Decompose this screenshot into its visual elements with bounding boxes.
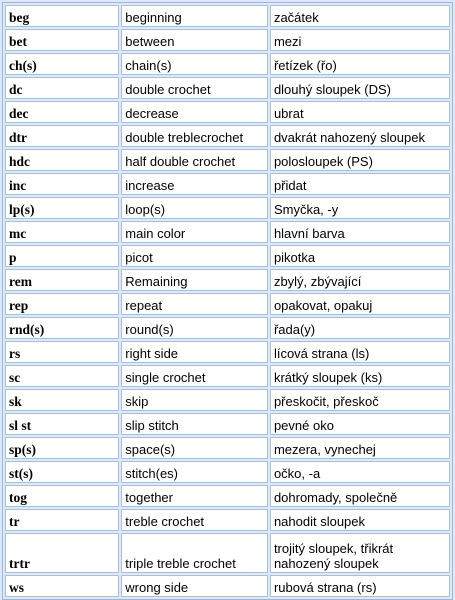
czech-term-cell: dohromady, společně — [270, 485, 450, 507]
english-term-cell: half double crochet — [121, 149, 268, 171]
abbreviation-cell: rep — [5, 293, 119, 315]
czech-term-cell: rubová strana (rs) — [270, 575, 450, 597]
czech-term-cell: pevné oko — [270, 413, 450, 435]
table-row — [5, 101, 450, 123]
table-row — [5, 437, 450, 459]
english-term-cell: main color — [121, 221, 268, 243]
table-row — [5, 149, 450, 171]
english-term-cell: right side — [121, 341, 268, 363]
english-term-cell: between — [121, 29, 268, 51]
abbreviation-cell: st(s) — [5, 461, 119, 483]
english-term-cell: triple treble crochet — [121, 533, 268, 573]
czech-term-cell: dvakrát nahozený sloupek — [270, 125, 450, 147]
table-row — [5, 293, 450, 315]
table-row — [5, 575, 450, 597]
table-row — [5, 245, 450, 267]
czech-term-cell: trojitý sloupek, třikrát nahozený sloupek — [270, 533, 450, 573]
abbreviation-cell: trtr — [5, 533, 119, 573]
english-term-cell: picot — [121, 245, 268, 267]
abbreviation-cell: sp(s) — [5, 437, 119, 459]
abbreviation-cell: dtr — [5, 125, 119, 147]
abbreviation-cell: dc — [5, 77, 119, 99]
english-term-cell: chain(s) — [121, 53, 268, 75]
english-term-cell: double treblecrochet — [121, 125, 268, 147]
english-term-cell: skip — [121, 389, 268, 411]
abbreviation-cell: inc — [5, 173, 119, 195]
czech-term-cell: polosloupek (PS) — [270, 149, 450, 171]
table-row — [5, 461, 450, 483]
table-row — [5, 77, 450, 99]
czech-term-cell: pikotka — [270, 245, 450, 267]
crochet-abbreviations-table — [2, 2, 453, 600]
czech-term-cell: začátek — [270, 5, 450, 27]
english-term-cell: treble crochet — [121, 509, 268, 531]
english-term-cell: wrong side — [121, 575, 268, 597]
table-row — [5, 389, 450, 411]
english-term-cell: round(s) — [121, 317, 268, 339]
english-term-cell: beginning — [121, 5, 268, 27]
abbreviation-cell: bet — [5, 29, 119, 51]
czech-term-cell: krátký sloupek (ks) — [270, 365, 450, 387]
table-row — [5, 485, 450, 507]
abbreviation-cell: sc — [5, 365, 119, 387]
abbreviation-cell: tog — [5, 485, 119, 507]
czech-term-cell: přeskočit, přeskoč — [270, 389, 450, 411]
abbreviation-cell: mc — [5, 221, 119, 243]
english-term-cell: slip stitch — [121, 413, 268, 435]
english-term-cell: increase — [121, 173, 268, 195]
czech-term-cell: mezera, vynechej — [270, 437, 450, 459]
english-term-cell: loop(s) — [121, 197, 268, 219]
table-row — [5, 365, 450, 387]
abbreviation-cell: lp(s) — [5, 197, 119, 219]
abbreviation-cell: hdc — [5, 149, 119, 171]
czech-term-cell: Smyčka, -y — [270, 197, 450, 219]
abbreviation-cell: dec — [5, 101, 119, 123]
english-term-cell: repeat — [121, 293, 268, 315]
czech-term-cell: zbylý, zbývající — [270, 269, 450, 291]
table-row — [5, 125, 450, 147]
czech-term-cell: přidat — [270, 173, 450, 195]
abbreviation-cell: rs — [5, 341, 119, 363]
czech-term-cell: očko, -a — [270, 461, 450, 483]
english-term-cell: double crochet — [121, 77, 268, 99]
english-term-cell: single crochet — [121, 365, 268, 387]
abbreviation-cell: tr — [5, 509, 119, 531]
czech-term-cell: hlavní barva — [270, 221, 450, 243]
abbreviation-cell: sk — [5, 389, 119, 411]
table-body — [5, 5, 450, 597]
abbreviation-cell: rnd(s) — [5, 317, 119, 339]
czech-term-cell: opakovat, opakuj — [270, 293, 450, 315]
abbreviation-cell: p — [5, 245, 119, 267]
table-row — [5, 509, 450, 531]
table-row — [5, 317, 450, 339]
abbreviation-cell: beg — [5, 5, 119, 27]
english-term-cell: Remaining — [121, 269, 268, 291]
english-term-cell: space(s) — [121, 437, 268, 459]
english-term-cell: stitch(es) — [121, 461, 268, 483]
czech-term-cell: řetízek (řo) — [270, 53, 450, 75]
abbreviation-cell: rem — [5, 269, 119, 291]
table-row — [5, 29, 450, 51]
table-row — [5, 341, 450, 363]
table-row — [5, 221, 450, 243]
abbreviation-cell: sl st — [5, 413, 119, 435]
table-row — [5, 413, 450, 435]
english-term-cell: together — [121, 485, 268, 507]
abbreviation-cell: ch(s) — [5, 53, 119, 75]
table-row — [5, 173, 450, 195]
table-row — [5, 269, 450, 291]
table-row — [5, 53, 450, 75]
english-term-cell: decrease — [121, 101, 268, 123]
czech-term-cell: mezi — [270, 29, 450, 51]
czech-term-cell: dlouhý sloupek (DS) — [270, 77, 450, 99]
table-row — [5, 5, 450, 27]
czech-term-cell: nahodit sloupek — [270, 509, 450, 531]
czech-term-cell: lícová strana (ls) — [270, 341, 450, 363]
czech-term-cell: řada(y) — [270, 317, 450, 339]
abbreviation-cell: ws — [5, 575, 119, 597]
czech-term-cell: ubrat — [270, 101, 450, 123]
table-row — [5, 197, 450, 219]
table-row — [5, 533, 450, 573]
